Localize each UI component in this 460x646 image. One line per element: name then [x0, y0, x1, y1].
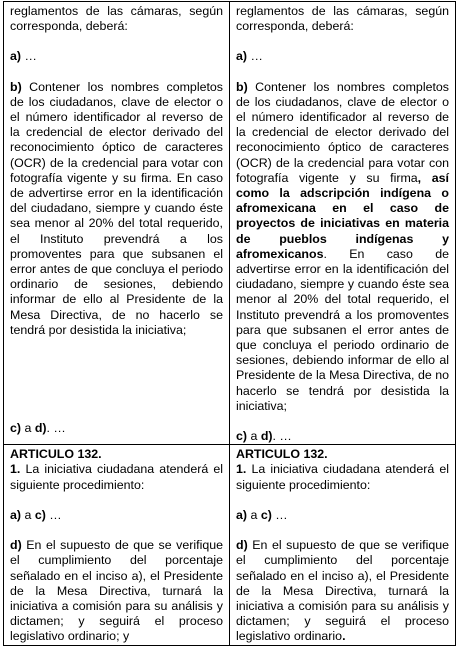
- item-d: d) En el supuesto de que se verifique el cumplimiento del porcentaje señalado en el inciso a), el Presidente de la Mesa Directiva, turnará la iniciativa a comisión para su análisis y dictamen; y seguirá el proceso legislativo ordinario; y: [10, 538, 223, 644]
- comparison-table: [3, 1, 456, 646]
- item-a: a) …: [236, 49, 263, 64]
- intro-text: reglamentos de las cámaras, según corresponda, deberá:: [10, 4, 223, 34]
- item-b: b) Contener los nombres completos de los ciudadanos, clave de elector o el número identificador al reverso de la credencial de elector derivado del reconocimiento óptico de caracteres (OCR) de la credencial para votar con fotografía vigente y su firma, así como la adscripción indígena o afromexicana en el caso de proyectos de iniciativas en materia de pueblos indígenas y afromexicanos. En caso de advertirse error en la identificación del ciudadano, siempre y cuando éste sea menor al 20% del total requerido, el Instituto prevendrá a los promoventes para que subsanen el error antes de que concluya el periodo ordinario de sesiones, debiendo informar de ello al Presidente de la Mesa Directiva, de no hacerlo se tendrá por desistida la iniciativa;: [236, 79, 449, 413]
- intro-text: reglamentos de las cámaras, según corresponda, deberá:: [236, 4, 449, 34]
- table-row: [4, 445, 456, 645]
- table-row: [4, 2, 456, 445]
- item-a-c: a) a c) …: [10, 507, 62, 522]
- article-heading: ARTICULO 132.: [10, 447, 102, 462]
- article-heading: ARTICULO 132.: [236, 447, 328, 462]
- left-cell-bottom: [4, 445, 230, 645]
- left-cell-top: [4, 2, 230, 445]
- paragraph-1: 1. La iniciativa ciudadana atenderá el siguiente procedimiento:: [236, 462, 449, 492]
- right-cell-top: [230, 2, 456, 445]
- item-c-d: c) a d). …: [236, 429, 292, 444]
- item-b: b) Contener los nombres completos de los ciudadanos, clave de elector o el número identificador al reverso de la credencial de elector derivado del reconocimiento óptico de caracteres (OCR) de la credencial para votar con fotografía vigente y su firma. En caso de advertirse error en la identificación del ciudadano, siempre y cuando éste sea menor al 20% del total requerido, el Instituto prevendrá a los promoventes para que subsanen el error antes de que concluya el periodo ordinario de sesiones, debiendo informar de ello al Presidente de la Mesa Directiva, de no hacerlo se tendrá por desistida la iniciativa;: [10, 79, 223, 337]
- item-c-d: c) a d). …: [10, 421, 66, 436]
- item-a: a) …: [10, 49, 37, 64]
- item-d: d) En el supuesto de que se verifique el cumplimiento del porcentaje señalado en el inciso a), el Presidente de la Mesa Directiva, turnará la iniciativa a comisión para su análisis y dictamen; y seguirá el proceso legislativo ordinario.: [236, 538, 449, 644]
- item-a-c: a) a c) …: [236, 507, 288, 522]
- reform-bold-text: , así como la adscripción indígena o afromexicana en el caso de proyectos de iniciativas en materia de pueblos indígenas y afromexicanos: [236, 170, 449, 261]
- paragraph-1: 1. La iniciativa ciudadana atenderá el siguiente procedimiento:: [10, 462, 223, 492]
- right-cell-bottom: [230, 445, 456, 645]
